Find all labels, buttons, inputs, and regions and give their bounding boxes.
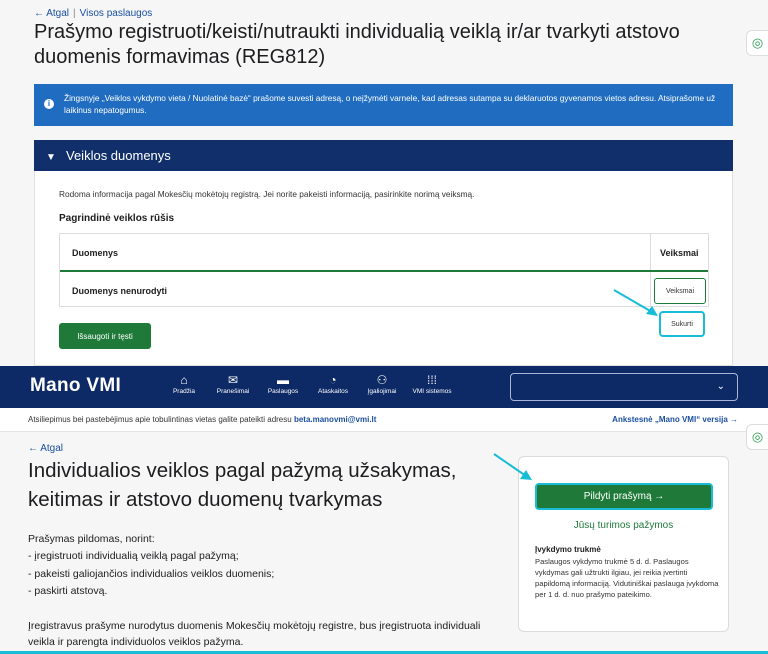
execution-title: Įvykdymo trukmė — [535, 545, 601, 554]
users-icon: ⚇ — [376, 373, 388, 387]
alert-text: Žingsnyje „Veiklos vykdymo vieta / Nuolatinė bazė“ prašome suvesti adresą, o neįžymėti varnele, kad adresas sutampa su deklaruotos gyvenamos vietos adresu. Atsiprašome už laikinus nepatogumus. — [64, 93, 716, 115]
briefcase-icon: ▬ — [277, 373, 289, 387]
registry-info-text: Rodoma informacija pagal Mokesčių mokėtojų registrą. Jei norite pakeisti informaciją, pasirinkite norimą veiksmą. — [59, 189, 475, 199]
feedback-icon[interactable]: ◎ — [746, 424, 768, 450]
feedback-text: Atsiliepimus bei pastebėjimus apie tobulintinas vietas galite pateikti adresu beta.manovmi@vmi.lt — [28, 415, 377, 424]
intro-text: Prašymas pildomas, norint: — [28, 533, 155, 545]
action-card — [518, 456, 729, 632]
info-alert — [34, 84, 733, 126]
breadcrumb: ← Atgal | Visos paslaugos — [34, 8, 153, 19]
list-item: - įregistruoti individualią veiklą pagal pažymą; — [28, 550, 239, 562]
top-navigation — [0, 366, 768, 408]
table-row-value: Duomenys nenurodyti — [72, 286, 168, 296]
chevron-down-icon: ▼ — [46, 152, 56, 163]
logo[interactable]: Mano VMI — [30, 375, 122, 396]
annotation-arrow-bottom — [492, 452, 536, 484]
save-continue-button[interactable]: Išsaugoti ir tęsti — [59, 323, 151, 349]
header-underline — [60, 270, 708, 272]
feedback-icon[interactable]: ◎ — [746, 30, 768, 56]
mail-icon: ✉ — [227, 373, 239, 387]
nav-item-reports[interactable]: ◔ Ataskaitos — [309, 372, 357, 395]
info-icon: i — [44, 99, 54, 109]
feedback-bar — [0, 408, 768, 432]
section-title: Pagrindinė veiklos rūšis — [59, 213, 175, 224]
your-certificates-link[interactable]: Jūsų turimos pažymos — [573, 520, 674, 531]
chevron-down-icon: ⌄ — [716, 381, 725, 392]
column-header-actions: Veiksmai — [660, 248, 699, 258]
result-paragraph: Įregistravus prašyme nurodytus duomenis Mokesčių mokėtojų registre, bus įregistruota individuali veikla ir parengta individuolos veiklos pažyma. — [28, 620, 481, 648]
accordion-body — [34, 171, 733, 366]
feedback-email-link[interactable]: beta.manovmi@vmi.lt — [293, 415, 377, 424]
service-title: Individualios veiklos pagal pažymą užsakymas, keitimas ir atstovo duomenų tvarkymas — [28, 459, 457, 511]
back-link[interactable]: ← Atgal — [34, 8, 70, 19]
pie-chart-icon: ◔ — [329, 373, 337, 387]
home-icon: ⌂ — [180, 373, 188, 387]
annotation-arrow-top — [612, 288, 662, 318]
fill-request-button[interactable]: Pildyti prašymą → — [535, 483, 713, 510]
page-title: Prašymo registruoti/keisti/nutraukti individualią veiklą ir/ar tvarkyti atstovo duomenis formavimas (REG812) — [34, 21, 680, 68]
nav-item-messages[interactable]: ✉ Pranešimai — [209, 372, 257, 395]
old-version-link[interactable]: Ankstesnė „Mano VMI“ versija → — [612, 415, 738, 424]
grid-icon: ⁞⁞⁞ — [426, 373, 437, 387]
back-link[interactable]: ← Atgal — [28, 443, 64, 454]
list-item: - paskirti atstovą. — [28, 585, 108, 597]
all-services-link[interactable]: Visos paslaugos — [79, 8, 153, 19]
execution-text: Paslaugos vykdymo trukmė 5 d. d. Paslaugos vykdymas gali užtrukti ilgiau, jei reikia įvertinti papildomą informaciją. Vidutiniškai paslauga įvykdoma per 1 d. d. nuo prašymo pateikimo. — [535, 557, 719, 599]
nav-item-authorizations[interactable]: ⚇ Įgaliojimai — [358, 372, 406, 395]
account-select[interactable] — [510, 373, 738, 401]
column-header-data: Duomenys — [72, 248, 119, 258]
nav-item-services[interactable]: ▬ Paslaugos — [259, 372, 307, 395]
actions-button[interactable]: Veiksmai — [654, 278, 706, 304]
create-button[interactable]: Sukurti — [659, 311, 705, 337]
accordion-title: Veiklos duomenys — [66, 148, 171, 163]
nav-item-vmi-systems[interactable]: ⁞⁞⁞ VMI sistemos — [408, 372, 456, 395]
list-item: - pakeisti galiojančios individualios veiklos duomenis; — [28, 568, 275, 580]
accordion-header[interactable] — [34, 140, 733, 171]
nav-item-home[interactable]: ⌂ Pradžia — [160, 372, 208, 395]
